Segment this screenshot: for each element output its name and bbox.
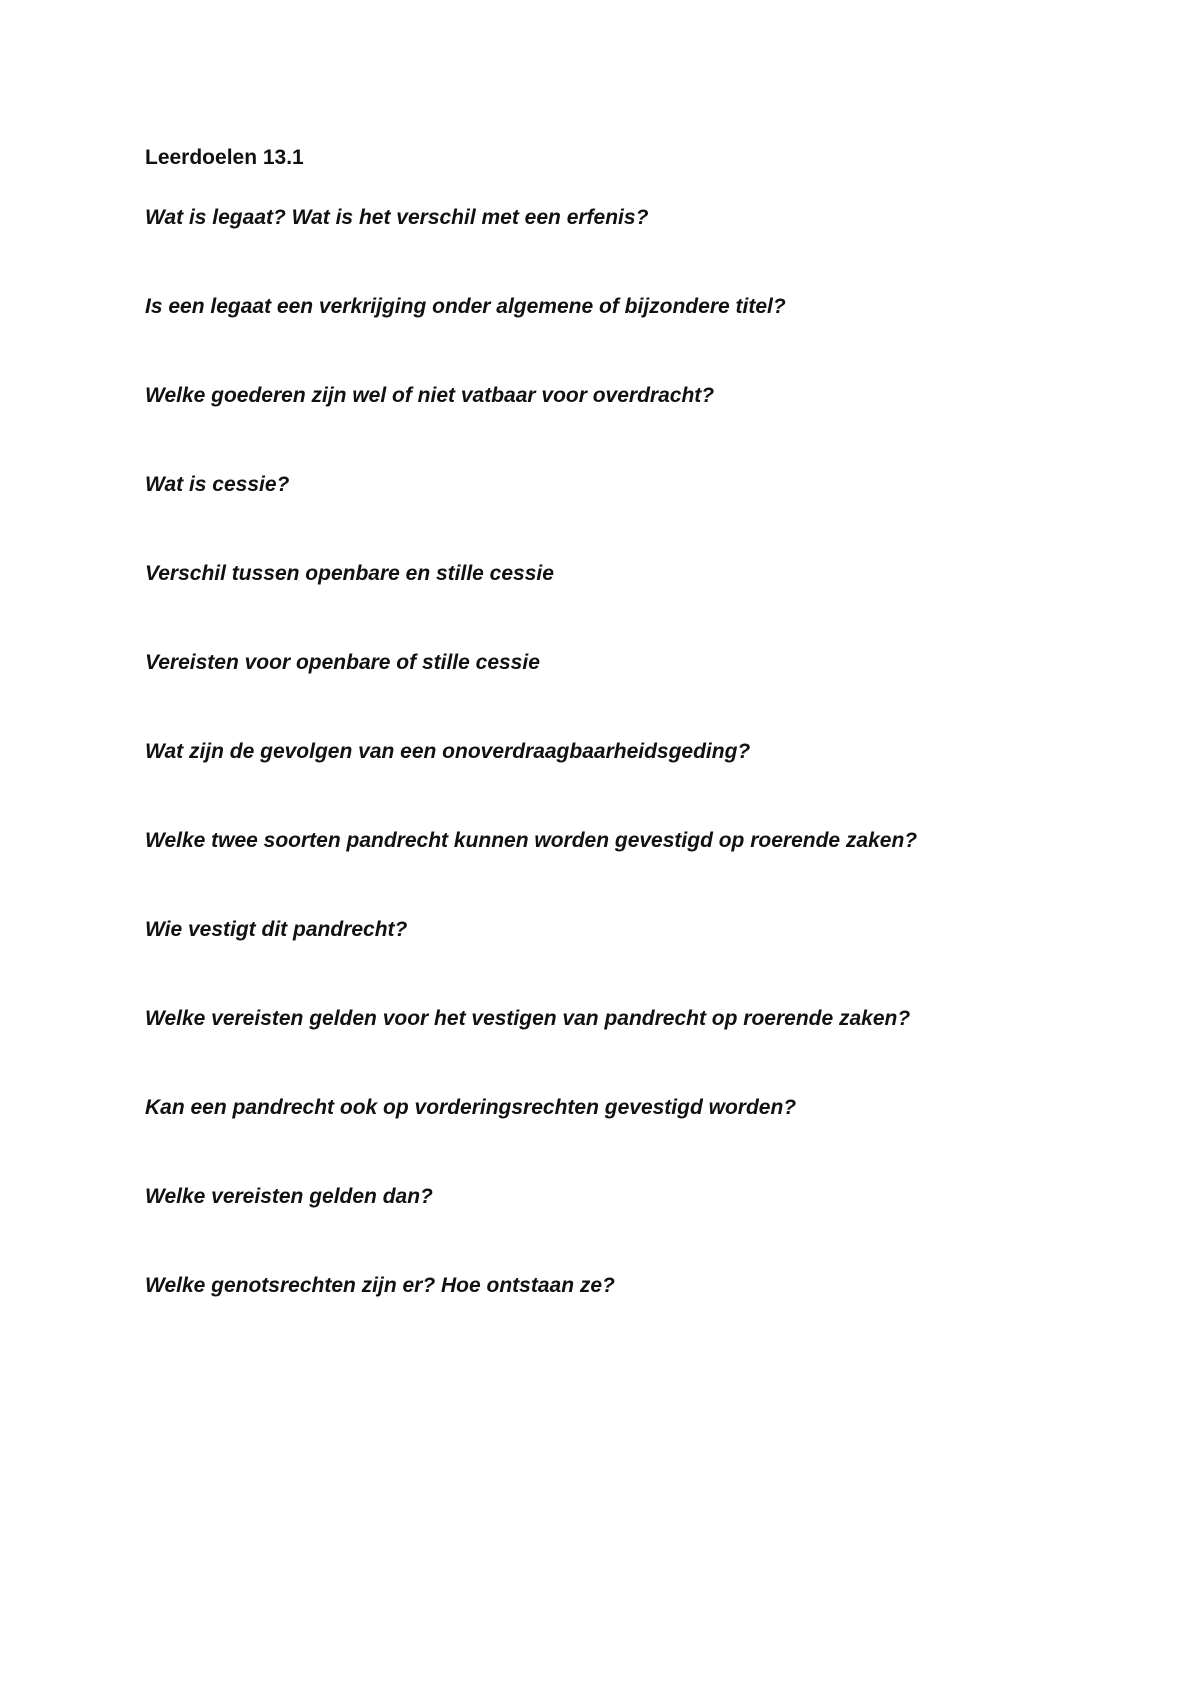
question-item: Welke goederen zijn wel of niet vatbaar voor overdracht? (145, 384, 715, 407)
question-item: Verschil tussen openbare en stille cessie (145, 562, 554, 585)
question-item: Welke vereisten gelden voor het vestigen van pandrecht op roerende zaken? (145, 1007, 911, 1030)
question-item: Wat is legaat? Wat is het verschil met een erfenis? (145, 206, 649, 229)
question-list (145, 204, 917, 1361)
question-item: Is een legaat een verkrijging onder algemene of bijzondere titel? (145, 295, 786, 318)
question-item: Wat is cessie? (145, 473, 290, 496)
question-item: Vereisten voor openbare of stille cessie (145, 651, 540, 674)
question-item: Welke genotsrechten zijn er? Hoe ontstaan ze? (145, 1274, 615, 1297)
question-item: Welke vereisten gelden dan? (145, 1185, 433, 1208)
question-item: Kan een pandrecht ook op vorderingsrechten gevestigd worden? (145, 1096, 797, 1119)
document-title: Leerdoelen 13.1 (145, 146, 304, 169)
question-item: Welke twee soorten pandrecht kunnen worden gevestigd op roerende zaken? (145, 829, 918, 852)
question-item: Wat zijn de gevolgen van een onoverdraagbaarheidsgeding? (145, 740, 751, 763)
question-item: Wie vestigt dit pandrecht? (145, 918, 408, 941)
